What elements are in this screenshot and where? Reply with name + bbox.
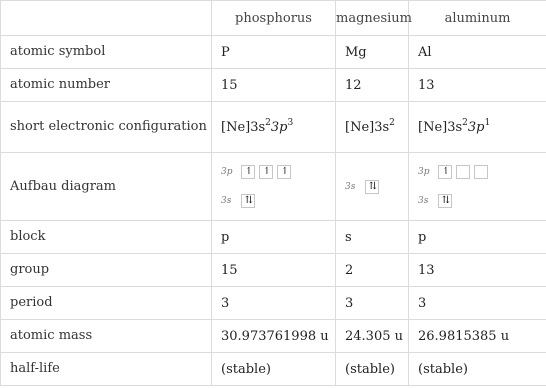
config-cell xyxy=(212,102,336,153)
config-superscript: 2 xyxy=(462,117,468,128)
cell-value: 3 xyxy=(336,287,409,320)
cell-value: 24.305 u xyxy=(336,320,409,353)
cell-value: Mg xyxy=(336,36,409,69)
corner-cell xyxy=(1,1,212,36)
cell-value: p xyxy=(212,221,336,254)
table-row xyxy=(1,287,546,320)
cell-value: 2 xyxy=(336,254,409,287)
config-core: [Ne]3s xyxy=(221,119,266,135)
table-row xyxy=(1,353,546,386)
empty-orbital-box xyxy=(474,165,488,179)
config-subshell: 3p xyxy=(467,119,485,135)
aufbau-diagram-phosphorus xyxy=(212,153,336,221)
row-label: period xyxy=(1,287,212,320)
orbital-label: 3s xyxy=(221,196,232,206)
table-row xyxy=(1,36,546,69)
cell-value: 15 xyxy=(212,69,336,102)
cell-value: Al xyxy=(409,36,546,69)
cell-value: 3 xyxy=(409,287,546,320)
cell-value: P xyxy=(212,36,336,69)
cell-value: 13 xyxy=(409,254,546,287)
cell-value: (stable) xyxy=(212,353,336,386)
cell-value: 12 xyxy=(336,69,409,102)
cell-value: 30.973761998 u xyxy=(212,320,336,353)
row-label: short electronic configuration xyxy=(1,102,212,153)
column-header-phosphorus: phosphorus xyxy=(212,1,336,36)
paired-electrons-orbital-box: ⇅ xyxy=(438,194,452,208)
cell-value: 13 xyxy=(409,69,546,102)
table-row xyxy=(1,102,546,153)
config-superscript: 1 xyxy=(484,117,491,128)
row-label: group xyxy=(1,254,212,287)
orbital-row-s xyxy=(221,191,335,211)
cell-value: (stable) xyxy=(336,353,409,386)
cell-value: (stable) xyxy=(409,353,546,386)
table-row xyxy=(1,221,546,254)
config-cell xyxy=(409,102,546,153)
cell-value: 3 xyxy=(212,287,336,320)
orbital-row-s xyxy=(418,191,546,211)
single-electron-orbital-box: ↿ xyxy=(241,165,255,179)
row-label: Aufbau diagram xyxy=(1,153,212,221)
aufbau-diagram-aluminum xyxy=(409,153,546,221)
orbital-row-p xyxy=(221,162,335,182)
config-superscript: 2 xyxy=(389,117,395,128)
config-core: [Ne]3s xyxy=(418,119,463,135)
row-label: atomic number xyxy=(1,69,212,102)
config-superscript: 2 xyxy=(265,117,271,128)
cell-value: p xyxy=(409,221,546,254)
orbital-label: 3s xyxy=(418,196,429,206)
column-header-aluminum: aluminum xyxy=(409,1,546,36)
table-row xyxy=(1,320,546,353)
row-label: half-life xyxy=(1,353,212,386)
config-cell xyxy=(336,102,409,153)
config-superscript: 3 xyxy=(287,117,294,128)
cell-value: s xyxy=(336,221,409,254)
orbital-label: 3s xyxy=(345,181,356,192)
paired-electrons-orbital-box: ⇅ xyxy=(365,180,379,194)
row-label: block xyxy=(1,221,212,254)
orbital-row-s xyxy=(345,177,408,197)
orbital-label: 3p xyxy=(418,167,430,177)
empty-orbital-box xyxy=(456,165,470,179)
single-electron-orbital-box: ↿ xyxy=(438,165,452,179)
table-row xyxy=(1,254,546,287)
orbital-row-p xyxy=(418,162,546,182)
config-core: [Ne]3s xyxy=(345,119,390,135)
paired-electrons-orbital-box: ⇅ xyxy=(241,194,255,208)
table-row xyxy=(1,69,546,102)
column-header-magnesium: magnesium xyxy=(336,1,409,36)
row-label: atomic symbol xyxy=(1,36,212,69)
aufbau-diagram-magnesium xyxy=(336,153,409,221)
cell-value: 15 xyxy=(212,254,336,287)
single-electron-orbital-box: ↿ xyxy=(259,165,273,179)
table-row xyxy=(1,153,546,221)
single-electron-orbital-box: ↿ xyxy=(277,165,291,179)
row-label: atomic mass xyxy=(1,320,212,353)
config-subshell: 3p xyxy=(270,119,288,135)
header-row xyxy=(1,1,546,36)
cell-value: 26.9815385 u xyxy=(409,320,546,353)
orbital-label: 3p xyxy=(221,167,233,177)
